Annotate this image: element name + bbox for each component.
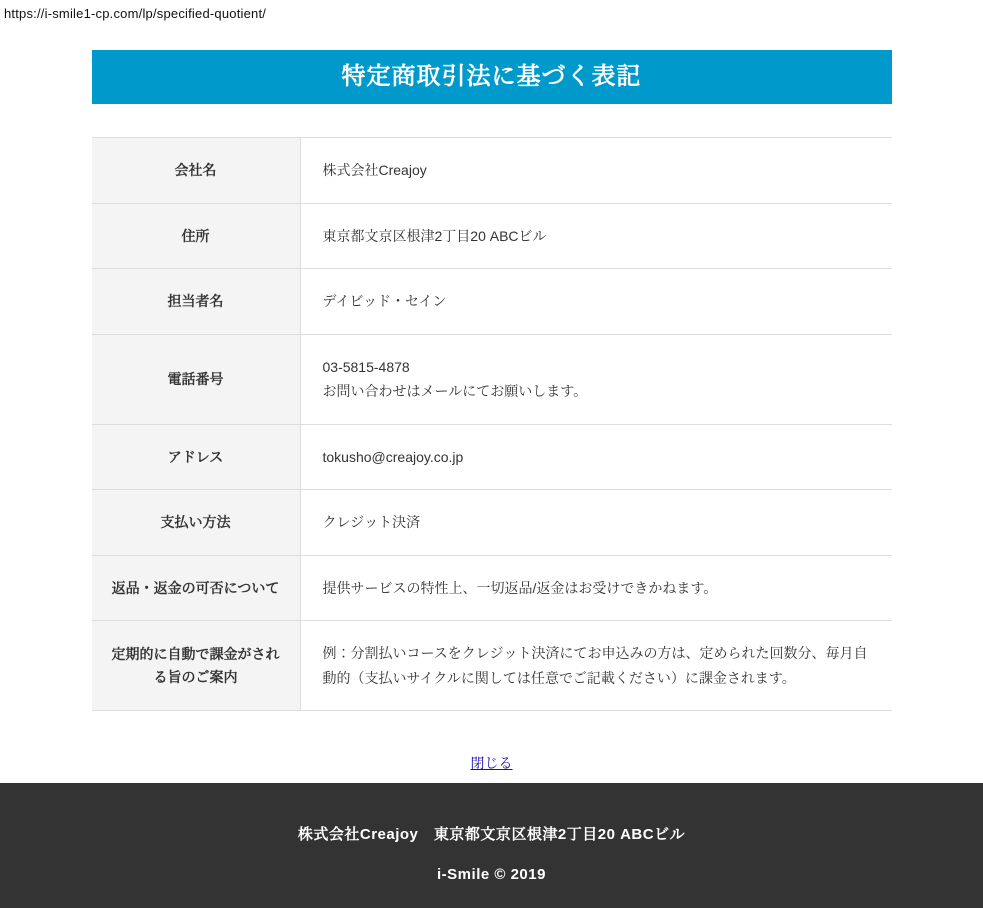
table-row	[92, 203, 892, 269]
row-value-line: クレジット決済	[322, 514, 421, 530]
row-label: 住所	[92, 203, 301, 269]
row-value-line: tokusho@creajoy.co.jp	[322, 448, 464, 465]
row-value	[300, 621, 892, 711]
row-value	[300, 203, 892, 269]
row-value-line: 株式会社Creajoy	[322, 162, 427, 178]
row-value-line: 例：分割払いコースをクレジット決済にてお申込みの方は、定められた回数分、毎月自動的（支払いサイクルに関しては任意でご記載ください）に課金されます。	[322, 645, 868, 686]
row-value	[300, 138, 892, 204]
table-row	[92, 424, 892, 490]
row-value-line-secondary: お問い合わせはメールにてお願いします。	[322, 383, 588, 399]
row-value-line: 東京都文京区根津2丁目20 ABCビル	[322, 227, 547, 244]
row-label: アドレス	[92, 424, 301, 490]
table-row	[92, 621, 892, 711]
row-label: 電話番号	[92, 334, 301, 424]
row-value-line: 提供サービスの特性上、一切返品/返金はお受けできかねます。	[322, 579, 718, 596]
row-value	[300, 424, 892, 490]
row-value-line: 03-5815-4878	[322, 358, 410, 375]
page-footer	[0, 783, 983, 908]
table-row	[92, 138, 892, 204]
row-value	[300, 555, 892, 621]
row-label: 返品・返金の可否について	[92, 555, 301, 621]
page-content	[92, 24, 892, 773]
row-value	[300, 490, 892, 556]
browser-url-text: https://i-smile1-cp.com/lp/specified-quotient/	[4, 6, 267, 21]
row-label: 会社名	[92, 138, 301, 204]
row-value	[300, 269, 892, 335]
table-row	[92, 555, 892, 621]
close-link[interactable]: 閉じる	[470, 755, 513, 771]
table-row	[92, 490, 892, 556]
row-label: 支払い方法	[92, 490, 301, 556]
page-title: 特定商取引法に基づく表記	[92, 50, 892, 104]
row-value	[300, 334, 892, 424]
row-label: 定期的に自動で課金がされる旨のご案内	[92, 621, 301, 711]
close-link-wrapper	[92, 753, 892, 773]
footer-company-address: 株式会社Creajoy 東京都文京区根津2丁目20 ABCビル	[297, 826, 686, 843]
table-row	[92, 334, 892, 424]
table-row	[92, 269, 892, 335]
row-label: 担当者名	[92, 269, 301, 335]
row-value-line: デイビッド・セイン	[322, 293, 447, 309]
company-info-table	[92, 137, 892, 711]
footer-copyright: i-Smile © 2019	[437, 866, 546, 883]
